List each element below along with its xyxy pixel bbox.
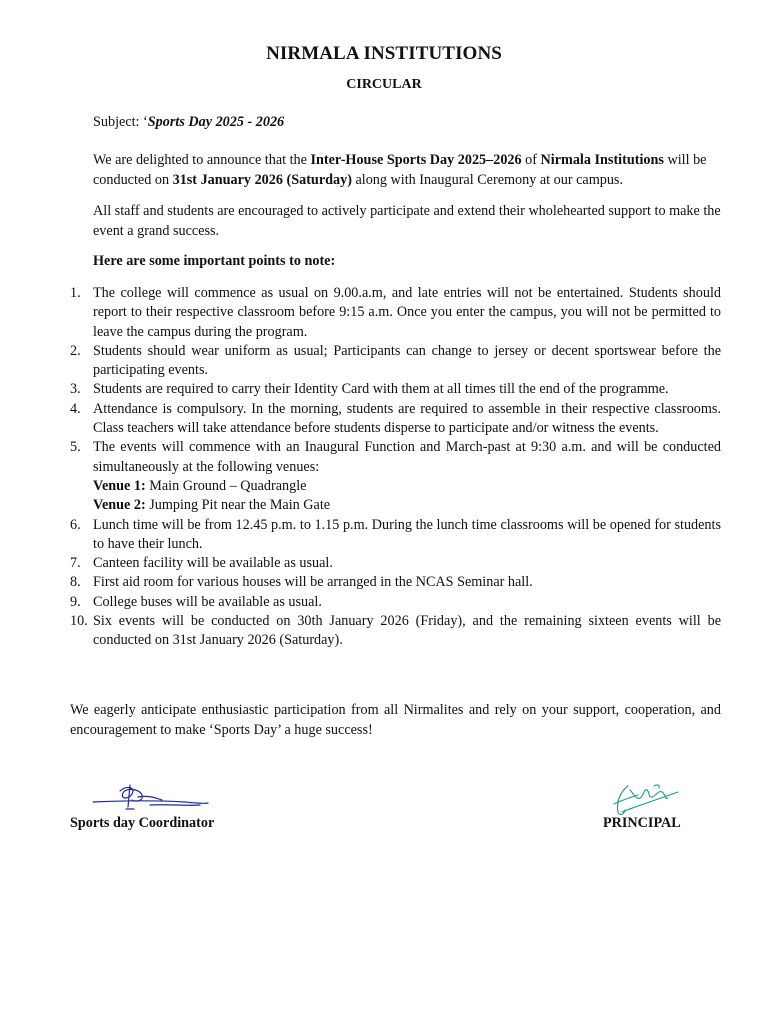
list-item: [70, 400, 721, 439]
principal-signature: [610, 780, 685, 820]
list-item: [70, 593, 721, 612]
event-name: Inter-House Sports Day 2025–2026: [310, 152, 522, 168]
intro-text-2: of: [521, 152, 541, 168]
venue-2-label: Venue 2:: [93, 497, 146, 514]
event-date: 31st January 2026 (Saturday): [172, 171, 352, 188]
list-item: [70, 380, 721, 399]
list-item-number: 8.: [70, 574, 81, 591]
list-item-text: First aid room for various houses will be arranged in the NCAS Seminar hall.: [93, 574, 533, 591]
intro-text-3: will be conducted on: [93, 152, 707, 188]
closing-paragraph: We eagerly anticipate enthusiastic participation from all Nirmalites and rely on your support, cooperation, and encouragement to make ‘Sports Day’ a huge success!: [70, 702, 721, 738]
list-item-text: Students are required to carry their Identity Card with them at all times till the end of the programme.: [93, 381, 669, 398]
list-item: [70, 516, 721, 555]
list-item-number: 9.: [70, 593, 81, 610]
document-type-heading: CIRCULAR: [346, 77, 422, 92]
list-item: [70, 284, 721, 342]
important-points-list: [70, 284, 721, 651]
list-item-number: 1.: [70, 285, 81, 301]
encouragement-paragraph: All staff and students are encouraged to actively participate and extend their wholehearted support to make the event a grand success.: [93, 203, 721, 239]
venue-1: [93, 477, 721, 496]
list-item-number: 10.: [70, 613, 88, 630]
list-item-number: 5.: [70, 439, 81, 456]
list-item-text: College buses will be available as usual.: [93, 593, 322, 610]
list-item: [70, 573, 721, 592]
list-item-number: 6.: [70, 516, 81, 533]
venue-2-value: Jumping Pit near the Main Gate: [145, 497, 331, 514]
venue-1-label: Venue 1:: [93, 477, 146, 494]
list-item-number: 4.: [70, 400, 81, 417]
institution-name: Nirmala Institutions: [540, 152, 664, 168]
list-item-number: 3.: [70, 381, 81, 398]
subject-line: [93, 114, 284, 131]
list-item: [70, 554, 721, 573]
list-item-text: Lunch time will be from 12.45 p.m. to 1.15 p.m. During the lunch time classrooms will be opened for students to have their lunch.: [93, 516, 721, 552]
list-item-text: The events will commence with an Inaugural Function and March-past at 9:30 a.m. and will be conducted simultaneously at the following venues:: [93, 439, 721, 475]
list-item-text: Canteen facility will be available as usual.: [93, 555, 333, 572]
list-item-number: 7.: [70, 555, 81, 572]
list-item: [70, 342, 721, 381]
coordinator-signature: [90, 783, 215, 813]
subject-value: Sports Day 2025 - 2026: [147, 114, 285, 130]
notes-heading: Here are some important points to note:: [93, 253, 336, 269]
subject-label: Subject: ‘: [93, 114, 148, 130]
venue-1-value: Main Ground – Quadrangle: [145, 477, 307, 494]
venue-2: [93, 496, 721, 515]
intro-text-4: along with Inaugural Ceremony at our campus.: [351, 171, 623, 188]
list-item-text: Students should wear uniform as usual; Participants can change to jersey or decent sportswear before the participating events.: [93, 342, 721, 379]
list-item-text: The college will commence as usual on 9.00.a.m, and late entries will not be entertained. Students should report to their respective classroom before 9:15 a.m. Once you enter the campus, you will not be permitted to leave the campus during the program.: [93, 285, 721, 340]
list-item-text: Attendance is compulsory. In the morning, students are required to assemble in their respective classrooms. Class teachers will take attendance before students disperse to participate and/or witness the events.: [93, 400, 721, 437]
list-item-text: Six events will be conducted on 30th January 2026 (Friday), and the remaining sixteen events will be conducted on 31st January 2026 (Saturday).: [93, 613, 721, 649]
list-item: [70, 438, 721, 515]
principal-signature-label: PRINCIPAL: [603, 815, 681, 831]
organization-title: NIRMALA INSTITUTIONS: [266, 43, 502, 64]
coordinator-signature-label: Sports day Coordinator: [70, 815, 215, 831]
list-item: [70, 612, 721, 651]
intro-paragraph: [93, 151, 721, 190]
intro-text-1: We are delighted to announce that the: [93, 152, 311, 168]
list-item-number: 2.: [70, 342, 81, 359]
